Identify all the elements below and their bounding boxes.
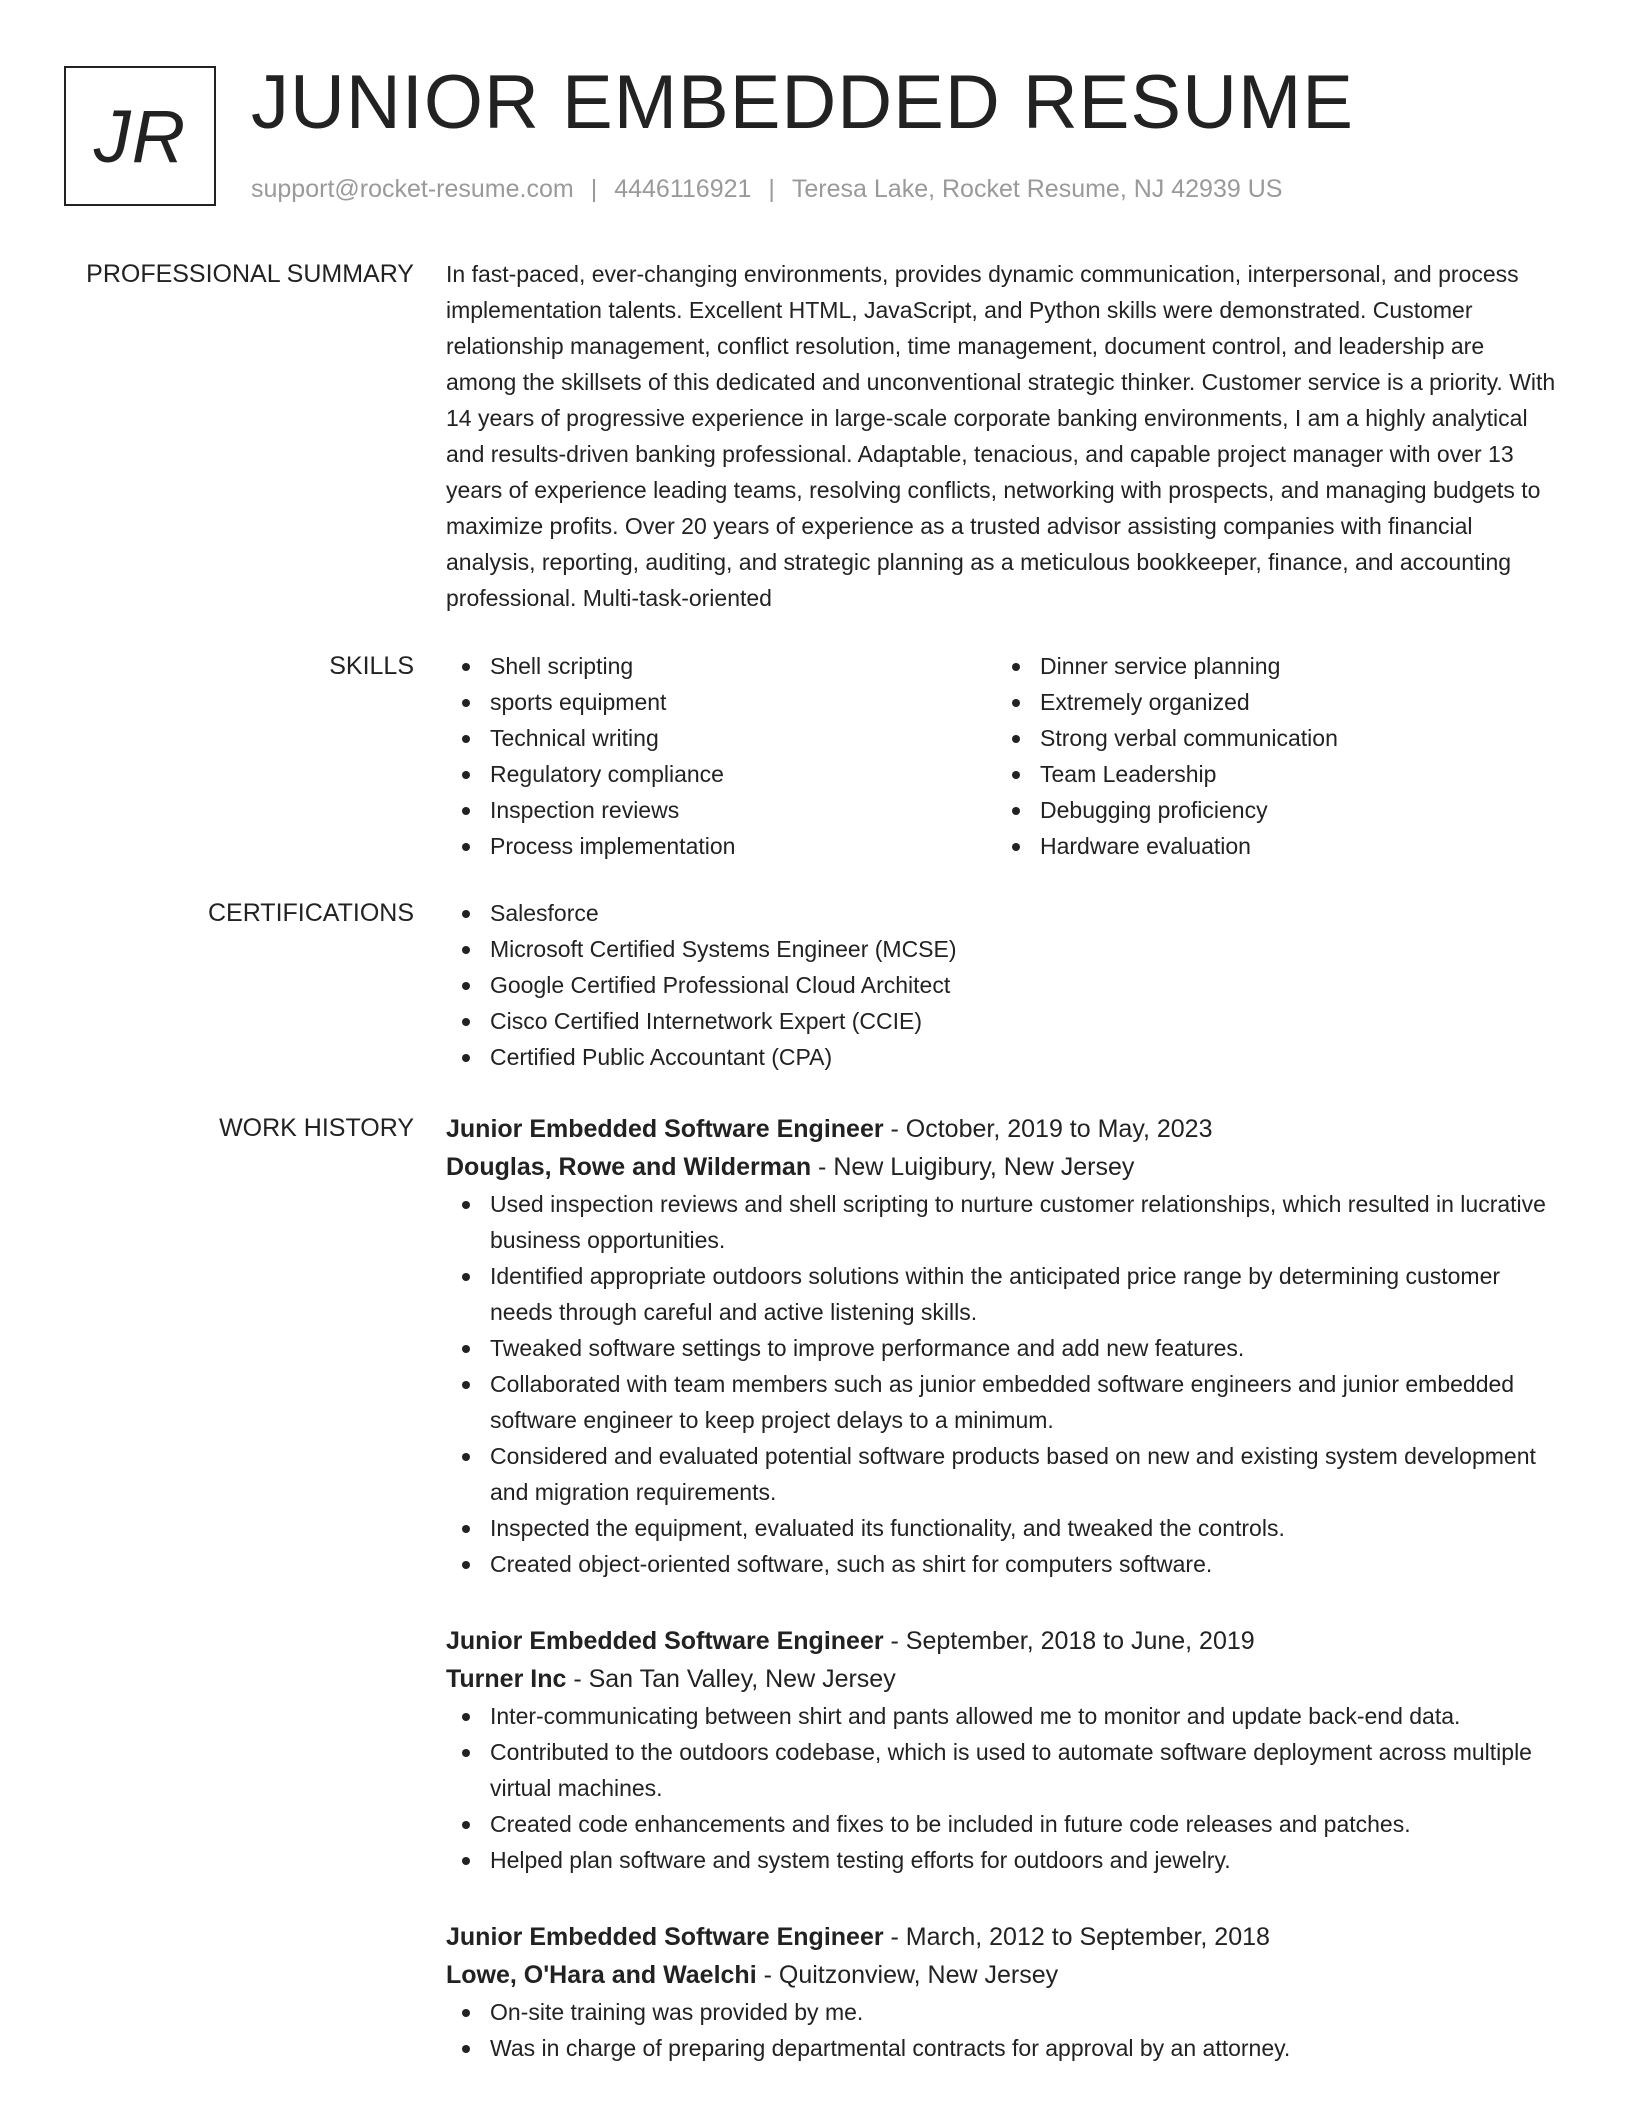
job-company-line [446,1660,1556,1698]
job-bullet [446,2030,1556,2066]
section-label-certifications: CERTIFICATIONS [207,899,414,927]
bullet-dot-icon [462,1749,470,1757]
job-company-line [446,1956,1556,1994]
bullet-dot-icon [1012,699,1020,707]
section-label-work-history: WORK HISTORY [219,1114,414,1142]
skill-text: Process implementation [490,833,736,859]
job-company: Lowe, O'Hara and Waelchi [446,1961,757,1989]
work-history-body [446,1110,1556,2066]
job-bullet-text: Created object-oriented software, such as shirt for computers software. [490,1551,1213,1577]
job-title-line [446,1622,1556,1660]
skill-text: Technical writing [490,725,659,751]
job-bullet [446,1186,1556,1258]
bullet-dot-icon [462,699,470,707]
certification-item [446,1003,1556,1039]
job-bullet [446,1510,1556,1546]
job-bullets [446,1994,1556,2066]
certification-text: Cisco Certified Internetwork Expert (CCIE) [490,1008,923,1034]
job-dates: - March, 2012 to September, 2018 [883,1923,1270,1951]
skills-list-left [446,648,996,864]
summary-body [446,256,1556,616]
bullet-dot-icon [462,1273,470,1281]
bullet-dot-icon [462,1345,470,1353]
skill-item [996,756,1546,792]
bullet-dot-icon [462,2009,470,2017]
certifications-list [446,895,1556,1075]
skills-grid [446,648,1556,864]
job-entry [446,1622,1556,1878]
contact-separator: | [590,175,598,203]
bullet-dot-icon [462,843,470,851]
bullet-dot-icon [1012,663,1020,671]
certification-item [446,967,1556,1003]
skill-text: Shell scripting [490,653,634,679]
bullet-dot-icon [462,982,470,990]
bullet-dot-icon [462,1713,470,1721]
bullet-dot-icon [1012,771,1020,779]
job-bullets [446,1698,1556,1878]
job-bullet [446,1734,1556,1806]
job-location: - Quitzonview, New Jersey [756,1961,1059,1989]
job-bullet [446,1438,1556,1510]
bullet-dot-icon [462,910,470,918]
job-title-line [446,1918,1556,1956]
skill-text: Hardware evaluation [1040,833,1251,859]
job-bullet-text: Considered and evaluated potential software products based on new and existing system development and migration requirements. [490,1443,1536,1505]
job-bullet-text: Created code enhancements and fixes to be included in future code releases and patches. [490,1811,1411,1837]
skill-item [996,792,1546,828]
skill-item [446,792,996,828]
job-title: Junior Embedded Software Engineer [446,1627,884,1655]
bullet-dot-icon [1012,735,1020,743]
initials-monogram [64,66,216,206]
job-bullet-text: Was in charge of preparing departmental contracts for approval by an attorney. [490,2035,1291,2061]
job-dates: - September, 2018 to June, 2019 [883,1627,1255,1655]
job-bullet-text: Inter-communicating between shirt and pants allowed me to monitor and update back-end data. [490,1703,1461,1729]
job-company: Douglas, Rowe and Wilderman [446,1153,812,1181]
job-bullet-text: Tweaked software settings to improve performance and add new features. [490,1335,1245,1361]
bullet-dot-icon [462,1381,470,1389]
bullet-dot-icon [462,1453,470,1461]
certification-item [446,1039,1556,1075]
skill-item [996,684,1546,720]
bullet-dot-icon [462,771,470,779]
section-label-summary: PROFESSIONAL SUMMARY [86,260,414,288]
certification-item [446,931,1556,967]
skill-item [996,648,1546,684]
job-bullet [446,1366,1556,1438]
skill-text: Extremely organized [1040,689,1250,715]
contact-phone: 4446116921 [614,175,752,203]
job-bullet-text: On-site training was provided by me. [490,1999,864,2025]
job-location: - San Tan Valley, New Jersey [566,1665,896,1693]
job-bullet [446,1994,1556,2030]
job-bullet-text: Collaborated with team members such as junior embedded software engineers and junior embedded software engineer to keep project delays to a minimum. [490,1371,1515,1433]
job-company: Turner Inc [446,1665,567,1693]
skill-text: Team Leadership [1040,761,1217,787]
bullet-dot-icon [462,1561,470,1569]
skill-item [996,828,1546,864]
summary-text: In fast-paced, ever-changing environments, provides dynamic communication, interpersonal, and process implementation talents. Excellent HTML, JavaScript, and Python skills were demonstrated. Customer relationship management, conflict resolution, time management, document control, and leadership are among the skillsets of this dedicated and unconventional strategic thinker. Customer service is a priority. With 14 years of progressive experience in large-scale corporate banking environments, I am a highly analytical and results-driven banking professional. Adaptable, tenacious, and capable project manager with over 13 years of experience leading teams, resolving conflicts, networking with prospects, and managing budgets to maximize profits. Over 20 years of experience as a trusted advisor assisting companies with financial analysis, reporting, auditing, and strategic planning as a meticulous bookkeeper, finance, and accounting professional. Multi-task-oriented [446,261,1556,611]
bullet-dot-icon [462,1018,470,1026]
job-bullet-text: Inspected the equipment, evaluated its functionality, and tweaked the controls. [490,1515,1285,1541]
contact-line [251,174,1282,204]
skill-text: Strong verbal communication [1040,725,1338,751]
contact-address: Teresa Lake, Rocket Resume, NJ 42939 US [791,175,1283,203]
skill-text: Dinner service planning [1040,653,1281,679]
skill-text: Debugging proficiency [1040,797,1268,823]
bullet-dot-icon [462,2045,470,2053]
certification-text: Google Certified Professional Cloud Architect [490,972,951,998]
job-bullet-text: Contributed to the outdoors codebase, which is used to automate software deployment across multiple virtual machines. [490,1739,1532,1801]
skill-item [446,756,996,792]
contact-email: support@rocket-resume.com [251,175,574,203]
job-bullet [446,1330,1556,1366]
bullet-dot-icon [462,1821,470,1829]
job-company-line [446,1148,1556,1186]
job-bullet [446,1842,1556,1878]
job-title-line [446,1110,1556,1148]
certification-text: Salesforce [490,900,599,926]
bullet-dot-icon [462,1525,470,1533]
job-bullet-text: Used inspection reviews and shell scripting to nurture customer relationships, which resulted in lucrative business opportunities. [490,1191,1546,1253]
contact-separator: | [768,175,775,203]
skills-list-right [996,648,1546,864]
certification-text: Microsoft Certified Systems Engineer (MCSE) [490,936,957,962]
resume-title: JUNIOR EMBEDDED RESUME [251,60,1354,145]
skill-text: sports equipment [490,689,667,715]
bullet-dot-icon [462,807,470,815]
job-bullet [446,1806,1556,1842]
certifications-body [446,895,1556,1075]
job-dates: - October, 2019 to May, 2023 [883,1115,1213,1143]
certification-item [446,895,1556,931]
bullet-dot-icon [1012,807,1020,815]
initials-text: JR [93,94,187,178]
job-bullet-text: Helped plan software and system testing efforts for outdoors and jewelry. [490,1847,1231,1873]
skill-item [446,828,996,864]
skill-text: Regulatory compliance [490,761,724,787]
skill-item [446,720,996,756]
job-title: Junior Embedded Software Engineer [446,1115,884,1143]
bullet-dot-icon [462,1201,470,1209]
job-entry [446,1110,1556,1582]
bullet-dot-icon [462,663,470,671]
bullet-dot-icon [462,1054,470,1062]
skill-item [446,684,996,720]
job-bullet [446,1258,1556,1330]
job-entry [446,1918,1556,2066]
certification-text: Certified Public Accountant (CPA) [490,1044,833,1070]
bullet-dot-icon [1012,843,1020,851]
bullet-dot-icon [462,1857,470,1865]
bullet-dot-icon [462,946,470,954]
job-bullet-text: Identified appropriate outdoors solutions within the anticipated price range by determining customer needs through careful and active listening skills. [490,1263,1501,1325]
job-title: Junior Embedded Software Engineer [446,1923,884,1951]
skill-text: Inspection reviews [490,797,680,823]
bullet-dot-icon [462,735,470,743]
job-bullet [446,1546,1556,1582]
job-bullets [446,1186,1556,1582]
job-location: - New Luigibury, New Jersey [811,1153,1135,1181]
skill-item [996,720,1546,756]
skill-item [446,648,996,684]
section-label-skills: SKILLS [329,652,414,680]
job-bullet [446,1698,1556,1734]
